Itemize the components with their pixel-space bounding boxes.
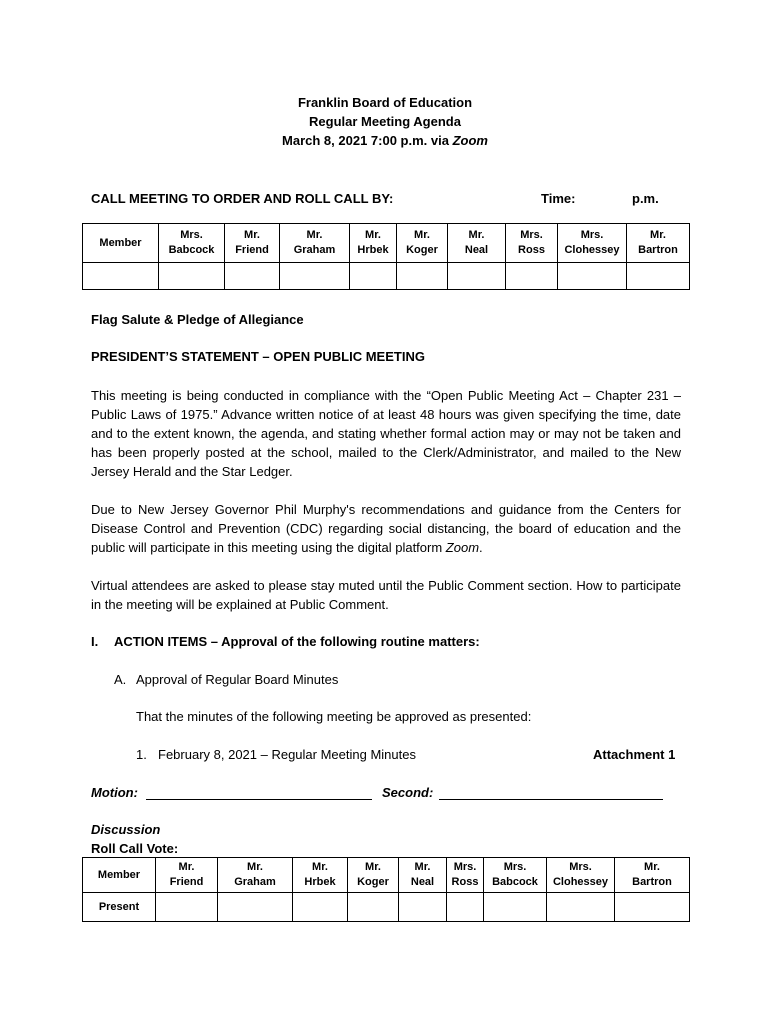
entry-cell[interactable]: [506, 263, 558, 290]
vote-header-row: [83, 858, 690, 893]
second-label: Second:: [382, 785, 434, 800]
covid-paragraph: Due to New Jersey Governor Phil Murphy's recommendations and guidance from the Centers for Disease Control and Prevention (CDC) regarding social distancing, the board of education and the public will participate in this meeting using the digital platform Zoom.: [91, 502, 681, 555]
motion-blank-line[interactable]: [146, 785, 372, 800]
present-row: [83, 893, 690, 922]
member-cell: Mrs. Ross: [447, 858, 484, 893]
item-text: February 8, 2021 – Regular Meeting Minutes: [158, 747, 416, 762]
member-cell: Mr. Graham: [218, 858, 293, 893]
member-cell: Mr. Bartron: [615, 858, 690, 893]
item-number: 1.: [136, 747, 147, 762]
flag-salute-heading: Flag Salute & Pledge of Allegiance: [91, 312, 304, 327]
presidents-statement-heading: PRESIDENT’S STATEMENT – OPEN PUBLIC MEETING: [91, 349, 425, 364]
roll-call-vote-label: Roll Call Vote:: [91, 841, 179, 856]
meeting-date: [0, 133, 770, 148]
vote-cell[interactable]: [615, 893, 690, 922]
member-cell: Mr. Bartron: [627, 224, 690, 263]
member-cell: Mr. Koger: [348, 858, 399, 893]
section-numeral: I.: [91, 634, 99, 649]
zoom-platform-text: Zoom: [445, 540, 480, 555]
agenda-title: Regular Meeting Agenda: [309, 114, 461, 129]
member-cell: Mrs. Babcock: [484, 858, 547, 893]
member-cell: Mr. Friend: [225, 224, 280, 263]
discussion-label: Discussion: [91, 822, 161, 837]
present-label-cell: Present: [83, 893, 156, 922]
member-header-cell: Member: [83, 858, 156, 893]
member-cell: Mr. Neal: [448, 224, 506, 263]
sub-item-title: Approval of Regular Board Minutes: [136, 672, 339, 687]
meeting-platform: Zoom: [452, 133, 488, 148]
vote-cell[interactable]: [399, 893, 447, 922]
action-items-heading: ACTION ITEMS – Approval of the following routine matters:: [114, 634, 480, 649]
member-cell: Mrs. Ross: [506, 224, 558, 263]
entry-cell[interactable]: [627, 263, 690, 290]
entry-cell[interactable]: [159, 263, 225, 290]
member-cell: Mr. Neal: [399, 858, 447, 893]
open-meeting-paragraph: This meeting is being conducted in compliance with the “Open Public Meeting Act – Chapter 231 – Public Laws of 1975.” Advance written notice of at least 48 hours was given specifying the time, date and to the extent known, the agenda, and stating whether formal action may or may not be taken and has been properly posted at the school, mailed to the Clerk/Administrator, and mailed to the New Jersey Herald and the Star Ledger.: [91, 388, 681, 479]
roll-call-header-row: [83, 224, 690, 263]
attachment-label: Attachment 1: [593, 747, 676, 762]
member-cell: Mrs. Clohessey: [547, 858, 615, 893]
entry-cell[interactable]: [225, 263, 280, 290]
motion-label: Motion:: [91, 785, 138, 800]
virtual-attendees-paragraph: Virtual attendees are asked to please stay muted until the Public Comment section. How to participate in the meeting will be explained at Public Comment.: [91, 578, 681, 612]
member-cell: Mr. Hrbek: [350, 224, 397, 263]
entry-cell[interactable]: [558, 263, 627, 290]
vote-cell[interactable]: [447, 893, 484, 922]
second-blank-line[interactable]: [439, 785, 663, 800]
vote-cell[interactable]: [156, 893, 218, 922]
vote-cell[interactable]: [293, 893, 348, 922]
resolution-text: That the minutes of the following meeting be approved as presented:: [136, 709, 532, 724]
sub-item-letter: A.: [114, 672, 127, 687]
roll-call-table: [82, 223, 690, 290]
entry-cell[interactable]: [397, 263, 448, 290]
member-cell: Mrs. Clohessey: [558, 224, 627, 263]
member-cell: Mrs. Babcock: [159, 224, 225, 263]
member-cell: Mr. Koger: [397, 224, 448, 263]
member-cell: Mr. Friend: [156, 858, 218, 893]
pm-label: p.m.: [632, 191, 659, 206]
vote-cell[interactable]: [218, 893, 293, 922]
member-cell: Mr. Graham: [280, 224, 350, 263]
time-label: Time:: [541, 191, 576, 206]
meeting-date-text: March 8, 2021 7:00 p.m. via: [282, 133, 453, 148]
entry-cell[interactable]: [83, 263, 159, 290]
vote-cell[interactable]: [547, 893, 615, 922]
call-to-order-label: CALL MEETING TO ORDER AND ROLL CALL BY:: [91, 191, 394, 206]
member-cell: Mr. Hrbek: [293, 858, 348, 893]
entry-cell[interactable]: [448, 263, 506, 290]
vote-cell[interactable]: [348, 893, 399, 922]
board-name: Franklin Board of Education: [297, 95, 473, 110]
entry-cell[interactable]: [350, 263, 397, 290]
vote-cell[interactable]: [484, 893, 547, 922]
roll-call-vote-table: [82, 857, 690, 922]
entry-cell[interactable]: [280, 263, 350, 290]
member-header-cell: Member: [83, 224, 159, 263]
roll-call-entry-row: [83, 263, 690, 290]
